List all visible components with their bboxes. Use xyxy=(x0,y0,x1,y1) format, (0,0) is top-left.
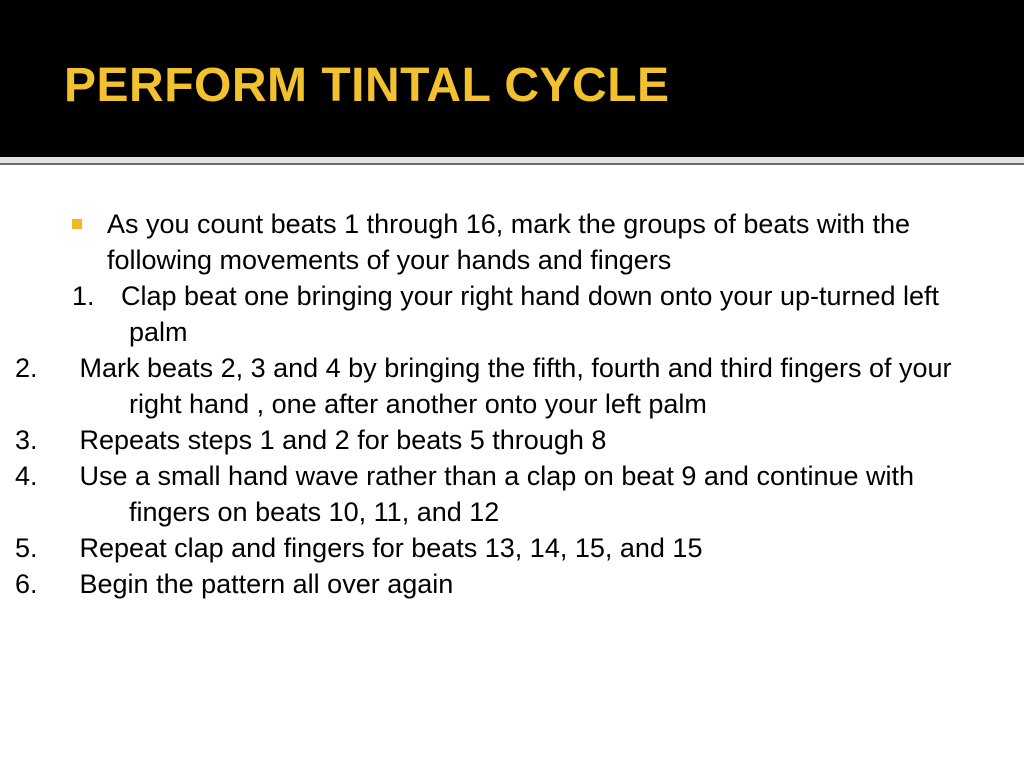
step-text: Mark beats 2, 3 and 4 by bringing the fifth, fourth and third fingers of your right hand , one after another onto your left palm xyxy=(79,353,952,419)
slide-title: PERFORM TINTAL CYCLE xyxy=(64,59,670,112)
step-item-3: 3. Repeats steps 1 and 2 for beats 5 through 8 xyxy=(15,425,607,455)
step-text: Repeats steps 1 and 2 for beats 5 through 8 xyxy=(79,425,607,455)
intro-bullet xyxy=(72,206,972,278)
square-bullet-icon xyxy=(72,219,82,229)
title-band xyxy=(0,0,1024,157)
step-text: Repeat clap and fingers for beats 13, 14, 15, and 15 xyxy=(79,533,703,563)
step-number: 1. xyxy=(72,281,95,311)
step-text: Use a small hand wave rather than a clap on beat 9 and continue with fingers on beats 10, 11, and 12 xyxy=(79,461,915,527)
step-text: Begin the pattern all over again xyxy=(79,569,454,599)
step-item-4: 4. Use a small hand wave rather than a clap on beat 9 and continue with fingers on beats 10, 11, and 12 xyxy=(15,461,915,527)
step-item-5: 5. Repeat clap and fingers for beats 13, 14, 15, and 15 xyxy=(15,533,703,563)
step-item-6: 6. Begin the pattern all over again xyxy=(15,569,454,599)
title-divider-dark xyxy=(0,163,1024,165)
step-item-1 xyxy=(72,278,972,350)
slide-body xyxy=(15,206,972,602)
step-item-2: 2. Mark beats 2, 3 and 4 by bringing the fifth, fourth and third fingers of your right hand , one after another onto your left palm xyxy=(15,353,952,419)
intro-text: As you count beats 1 through 16, mark the groups of beats with the following movements of your hands and fingers xyxy=(107,209,910,275)
step-text: Clap beat one bringing your right hand down onto your up-turned left palm xyxy=(121,281,940,347)
